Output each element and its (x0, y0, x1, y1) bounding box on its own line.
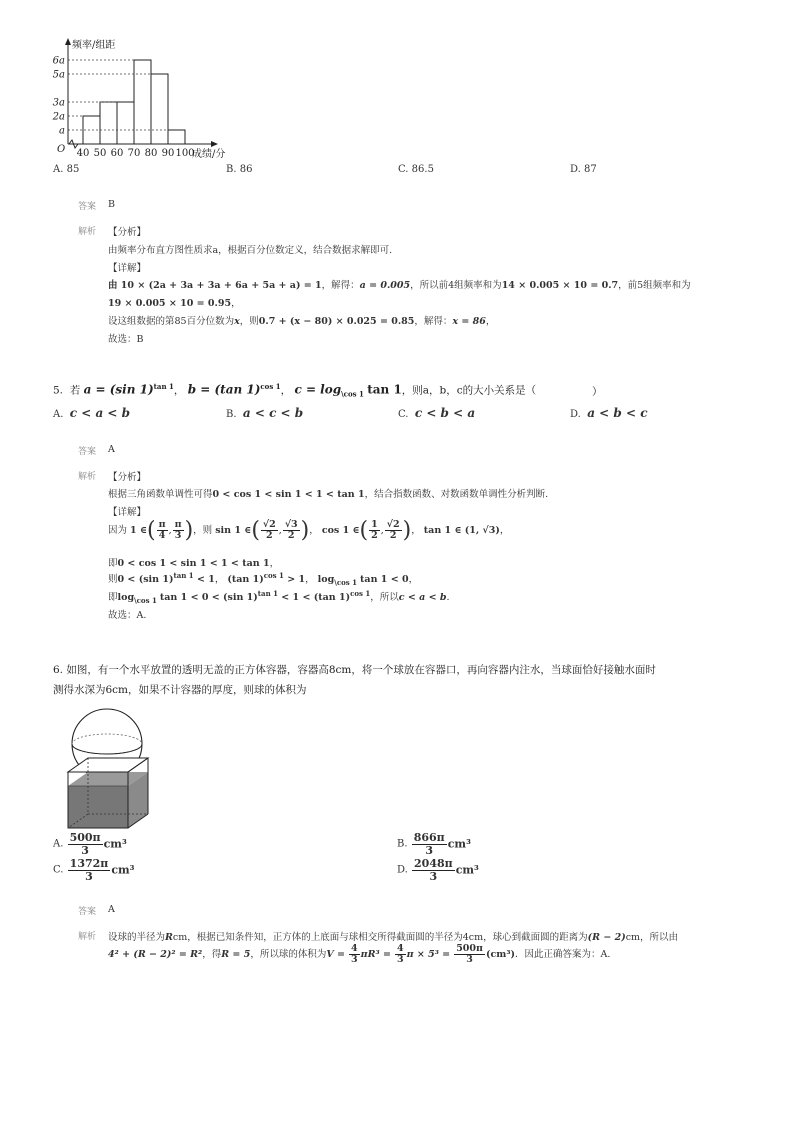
option-letter: D. (570, 409, 581, 420)
q5-option-c[interactable] (398, 406, 475, 420)
q5-option-d[interactable] (570, 406, 648, 420)
numerator: π (158, 519, 166, 531)
math-exponent: cos 1 (350, 589, 371, 598)
math-expr: log (117, 592, 135, 604)
math-expr: sin 1 ∈ (215, 525, 252, 536)
histogram-bar (100, 102, 117, 144)
math-expr: 0 < cos 1 < sin 1 < 1 < tan 1 (117, 558, 270, 569)
fraction (173, 520, 184, 541)
sphere-on-cube-figure (64, 706, 164, 832)
math-exponent: cos 1 (260, 382, 281, 391)
q5-answer-label: 答案 (78, 447, 97, 457)
q4-solution-line-2 (108, 295, 241, 309)
option-text: 85 (66, 164, 80, 175)
fraction (283, 520, 300, 541)
text: ， (173, 384, 185, 397)
right-paren: ) (184, 518, 194, 543)
fraction (349, 944, 360, 965)
math-expr: cos 1 ∈ (321, 525, 360, 536)
option-letter: C. (53, 864, 64, 876)
y-tick-label: 2a (52, 111, 65, 123)
q5-analysis-label: 解析 (78, 472, 97, 482)
math-exponent: tan 1 (257, 589, 278, 598)
q6-option-c[interactable] (53, 858, 135, 882)
math-exponent: tan 1 (173, 571, 194, 580)
text: 设球的半径为 (108, 932, 166, 943)
fraction (385, 520, 402, 541)
numerator: √2 (386, 519, 400, 531)
text: 则 (108, 574, 118, 586)
fraction (412, 832, 447, 856)
q4-conclusion: 故选：B (108, 334, 144, 345)
y-tick-label: 3a (52, 97, 65, 109)
q5-option-a[interactable] (53, 406, 130, 420)
text: ， (305, 574, 315, 586)
numerator: √2 (262, 519, 276, 531)
denominator: 4 (158, 530, 166, 541)
q6-analysis-label: 解析 (78, 932, 97, 942)
option-text: c < b < a (414, 406, 476, 420)
math-expr: 19 × 0.005 × 10 = 0.95 (108, 298, 232, 309)
option-letter: B. (226, 164, 237, 175)
numerator: 1 (371, 519, 378, 531)
math-expr: (cm³) (485, 948, 515, 960)
option-letter: C. (398, 164, 409, 175)
q5-solution-line-2 (108, 555, 279, 569)
option-letter: B. (226, 409, 237, 420)
x-axis-arrow (211, 141, 218, 147)
x-tick-label: 90 (161, 148, 175, 159)
denominator: 2 (371, 530, 378, 541)
math-expr: 1 ∈ (130, 525, 147, 536)
fraction (68, 832, 103, 856)
text: . (446, 592, 450, 604)
histogram-bar (134, 60, 151, 144)
q5-solution-line-4 (108, 589, 450, 605)
q4-option-d[interactable] (570, 164, 597, 175)
q4-option-a[interactable] (53, 164, 79, 175)
q4-answer: B (108, 199, 115, 210)
text: ， (231, 298, 241, 309)
text: ，所以球的体积为 (250, 948, 327, 960)
numerator: 1372π (69, 857, 109, 870)
option-letter: A. (53, 838, 64, 850)
fraction (261, 520, 278, 541)
q5-option-b[interactable] (226, 406, 303, 420)
unit: cm³ (111, 863, 135, 877)
math-expr: tan 1 ∈ (1, √3) (423, 525, 500, 536)
y-tick-label: 5a (52, 69, 65, 81)
histogram-bar (151, 74, 168, 144)
text: ， (309, 525, 319, 536)
numerator: 500π (69, 831, 101, 844)
text: ，所以 (370, 592, 399, 604)
x-tick-label: 40 (76, 148, 90, 159)
text: ， (485, 316, 496, 327)
math-expr: 0 < cos 1 < sin 1 < 1 < tan 1 (212, 489, 365, 500)
math-expr: < 1 (193, 574, 215, 586)
text: ，则a，b，c的大小关系是（ (401, 384, 537, 397)
q4-analysis-label: 解析 (78, 227, 97, 237)
math-expr: c < a < b (398, 592, 447, 604)
option-letter: C. (398, 409, 409, 420)
y-axis-label: 频率/组距 (72, 40, 116, 51)
left-paren: ( (251, 518, 260, 543)
q6-stem-line-1: 6. 如图，有一个水平放置的透明无盖的正方体容器，容器高8cm，将一个球放在容器口，再向容器内注水，当球面恰好接触水面时 (53, 664, 656, 676)
q4-option-c[interactable] (398, 164, 434, 175)
q5-conclusion: 故选：A. (108, 610, 147, 621)
denominator: 3 (425, 843, 434, 857)
text: 若 (69, 384, 81, 397)
q6-solution-line-1 (108, 929, 678, 943)
text: cm，根据已知条件知，正方体的上底面与球相交所得截面圆的半径为4cm，球心到截面圆的距离为 (172, 932, 588, 943)
math-expr: πR³ = (360, 948, 391, 960)
y-tick-label: a (59, 125, 65, 137)
y-axis-arrow (65, 38, 71, 45)
text: ， (499, 525, 510, 536)
text: ， (214, 574, 225, 586)
text: 设这组数据的第85百分位数为 (108, 316, 235, 327)
q5-stem-close: ） (592, 386, 603, 398)
math-exponent: tan 1 (153, 382, 174, 391)
option-letter: B. (397, 838, 408, 850)
text: ，则 (239, 316, 259, 327)
x-tick-label: 100 (175, 148, 195, 159)
numerator: 4 (351, 943, 358, 954)
text: ， (411, 525, 421, 536)
fraction (157, 520, 168, 541)
numerator: 866π (413, 831, 445, 844)
unit: cm³ (455, 863, 479, 877)
math-expr: a = 0.005 (359, 280, 411, 291)
denominator: 3 (396, 953, 404, 965)
math-expr: (R − 2) (587, 932, 626, 943)
math-expr: a = (sin 1) (83, 382, 154, 397)
left-paren: ( (147, 518, 156, 543)
math-subscript: \cos 1 (341, 389, 364, 399)
x-tick-label: 50 (93, 148, 107, 159)
math-expr: < 1 < (tan 1) (277, 592, 351, 604)
text: ，前5组频率和为 (618, 280, 691, 291)
math-expr: 4² + (R − 2)² = R² (108, 948, 203, 960)
q5-solution-line-1: 因为 1 ∈( $\frac{\pi}{4}$ , $\frac{\pi}{3}$ )，则 sin 1 ∈( $\frac{√2}{2}$ , $\frac{√3}{2}$ )， cos 1 ∈( $\frac{1}{2}$ , $\frac{√2}{2}$ )， tan 1 ∈ (1, √3)， (108, 518, 510, 543)
q5-stem (53, 382, 536, 399)
right-paren: ) (402, 518, 412, 543)
x-tick-label: 60 (110, 148, 124, 159)
x-tick-label: 80 (144, 148, 158, 159)
q5-solution-line-3 (108, 571, 418, 587)
x-tick-label: 70 (127, 148, 141, 159)
option-text: 86.5 (411, 164, 434, 175)
option-text: 86 (239, 164, 253, 175)
unit: cm³ (103, 837, 127, 851)
y-tick-label: 6a (52, 55, 65, 67)
histogram-bar (168, 130, 185, 144)
math-expr: tan 1 < 0 < (sin 1) (159, 592, 258, 604)
math-expr: 由 10 × (2a + 3a + 3a + 6a + 5a + a) = 1 (108, 280, 322, 291)
math-expr: R = 5 (221, 948, 251, 960)
text: ， (408, 574, 419, 586)
q5-answer: A (108, 444, 115, 455)
q6-stem-line-2: 测得水深为6cm，如果不计容器的厚度，则球的体积为 (53, 684, 307, 696)
fraction (395, 944, 406, 965)
q4-xiangjie-title: 【详解】 (108, 263, 147, 274)
math-expr: 0.7 + (x − 80) × 0.025 = 0.85 (258, 316, 415, 327)
numerator: √3 (284, 519, 298, 531)
math-expr: tan 1 < 0 (360, 574, 409, 586)
text: ，则 (193, 525, 213, 536)
option-letter: A. (53, 409, 64, 420)
numerator: π (174, 519, 182, 531)
right-paren: ) (300, 518, 310, 543)
math-expr: R (165, 932, 173, 943)
text: ．因此正确答案为：A. (514, 948, 611, 960)
option-letter: A. (53, 164, 64, 175)
denominator: 3 (174, 530, 182, 541)
text: ，结合指数函数、对数函数单调性分析判断. (364, 489, 549, 500)
text: 即 (108, 558, 118, 569)
q6-option-b[interactable] (397, 832, 471, 856)
q6-option-a[interactable] (53, 832, 127, 856)
math-subscript: \cos 1 (134, 596, 157, 606)
denominator: 3 (466, 953, 473, 965)
option-text: c < a < b (69, 406, 131, 420)
text: 因为 (108, 525, 128, 536)
text: ，所以前4组频率和为 (410, 280, 502, 291)
q6-answer: A (108, 904, 115, 915)
q5-fenxi (108, 486, 548, 500)
math-expr: log (317, 574, 335, 586)
denominator: 3 (85, 869, 93, 883)
q4-solution-line-1 (108, 277, 691, 291)
question-number: 5. (53, 384, 64, 397)
q5-fenxi-title: 【分析】 (108, 472, 147, 483)
denominator: 3 (351, 953, 358, 965)
math-expr: π × 5³ = (406, 948, 451, 960)
denominator: 2 (287, 530, 295, 541)
denominator: 3 (81, 843, 89, 857)
math-expr: b = (tan 1) (187, 382, 261, 397)
q4-answer-label: 答案 (78, 202, 97, 212)
numerator: 500π (456, 943, 483, 954)
math-expr: (tan 1) (227, 574, 264, 586)
fraction (68, 858, 111, 882)
denominator: 2 (389, 530, 397, 541)
text: cm，所以由 (625, 932, 679, 943)
denominator: 2 (266, 530, 273, 541)
option-text: a < b < c (587, 406, 648, 420)
text: 即 (108, 592, 118, 604)
math-exponent: cos 1 (263, 571, 284, 580)
math-expr: tan 1 (367, 382, 402, 397)
math-expr: 0 < (sin 1) (117, 574, 174, 586)
text: 根据三角函数单调性可得 (108, 489, 213, 500)
q6-answer-label: 答案 (78, 907, 97, 917)
text: ，解得： (414, 316, 453, 327)
math-expr: x = 86 (452, 316, 486, 327)
x-axis-label: 成绩/分 (192, 149, 226, 160)
numerator: 4 (396, 943, 404, 954)
math-expr: c = log (294, 382, 342, 397)
q5-xiangjie-title: 【详解】 (108, 507, 147, 518)
math-expr: > 1 (283, 574, 306, 586)
math-expr: 14 × 0.005 × 10 = 0.7 (501, 280, 619, 291)
option-letter: D. (570, 164, 581, 175)
fraction (369, 520, 380, 541)
text: ，得 (202, 948, 222, 960)
math-subscript: \cos 1 (334, 578, 358, 588)
q4-option-b[interactable] (226, 164, 252, 175)
fraction (412, 858, 455, 882)
math-expr: x (234, 316, 240, 327)
text: ，解得： (321, 280, 360, 291)
numerator: 2048π (414, 857, 453, 870)
option-letter: D. (397, 864, 408, 876)
q6-option-d[interactable] (397, 858, 479, 882)
text: ， (280, 384, 292, 397)
text: ， (269, 558, 280, 569)
denominator: 3 (429, 869, 438, 883)
origin-label: O (57, 144, 66, 155)
option-text: 87 (584, 164, 597, 175)
q4-solution-line-3 (108, 313, 495, 327)
q6-solution-line-2 (108, 944, 610, 965)
option-text: a < c < b (242, 406, 304, 420)
unit: cm³ (447, 837, 471, 851)
left-paren: ( (359, 518, 369, 543)
histogram-bar (117, 102, 134, 144)
q4-fenxi-title: 【分析】 (108, 227, 147, 238)
math-expr: V = (326, 948, 345, 960)
frequency-histogram (52, 32, 252, 162)
q4-fenxi: 由频率分布直方图性质求a，根据百分位数定义，结合数据求解即可. (108, 245, 393, 256)
fraction (454, 944, 485, 965)
